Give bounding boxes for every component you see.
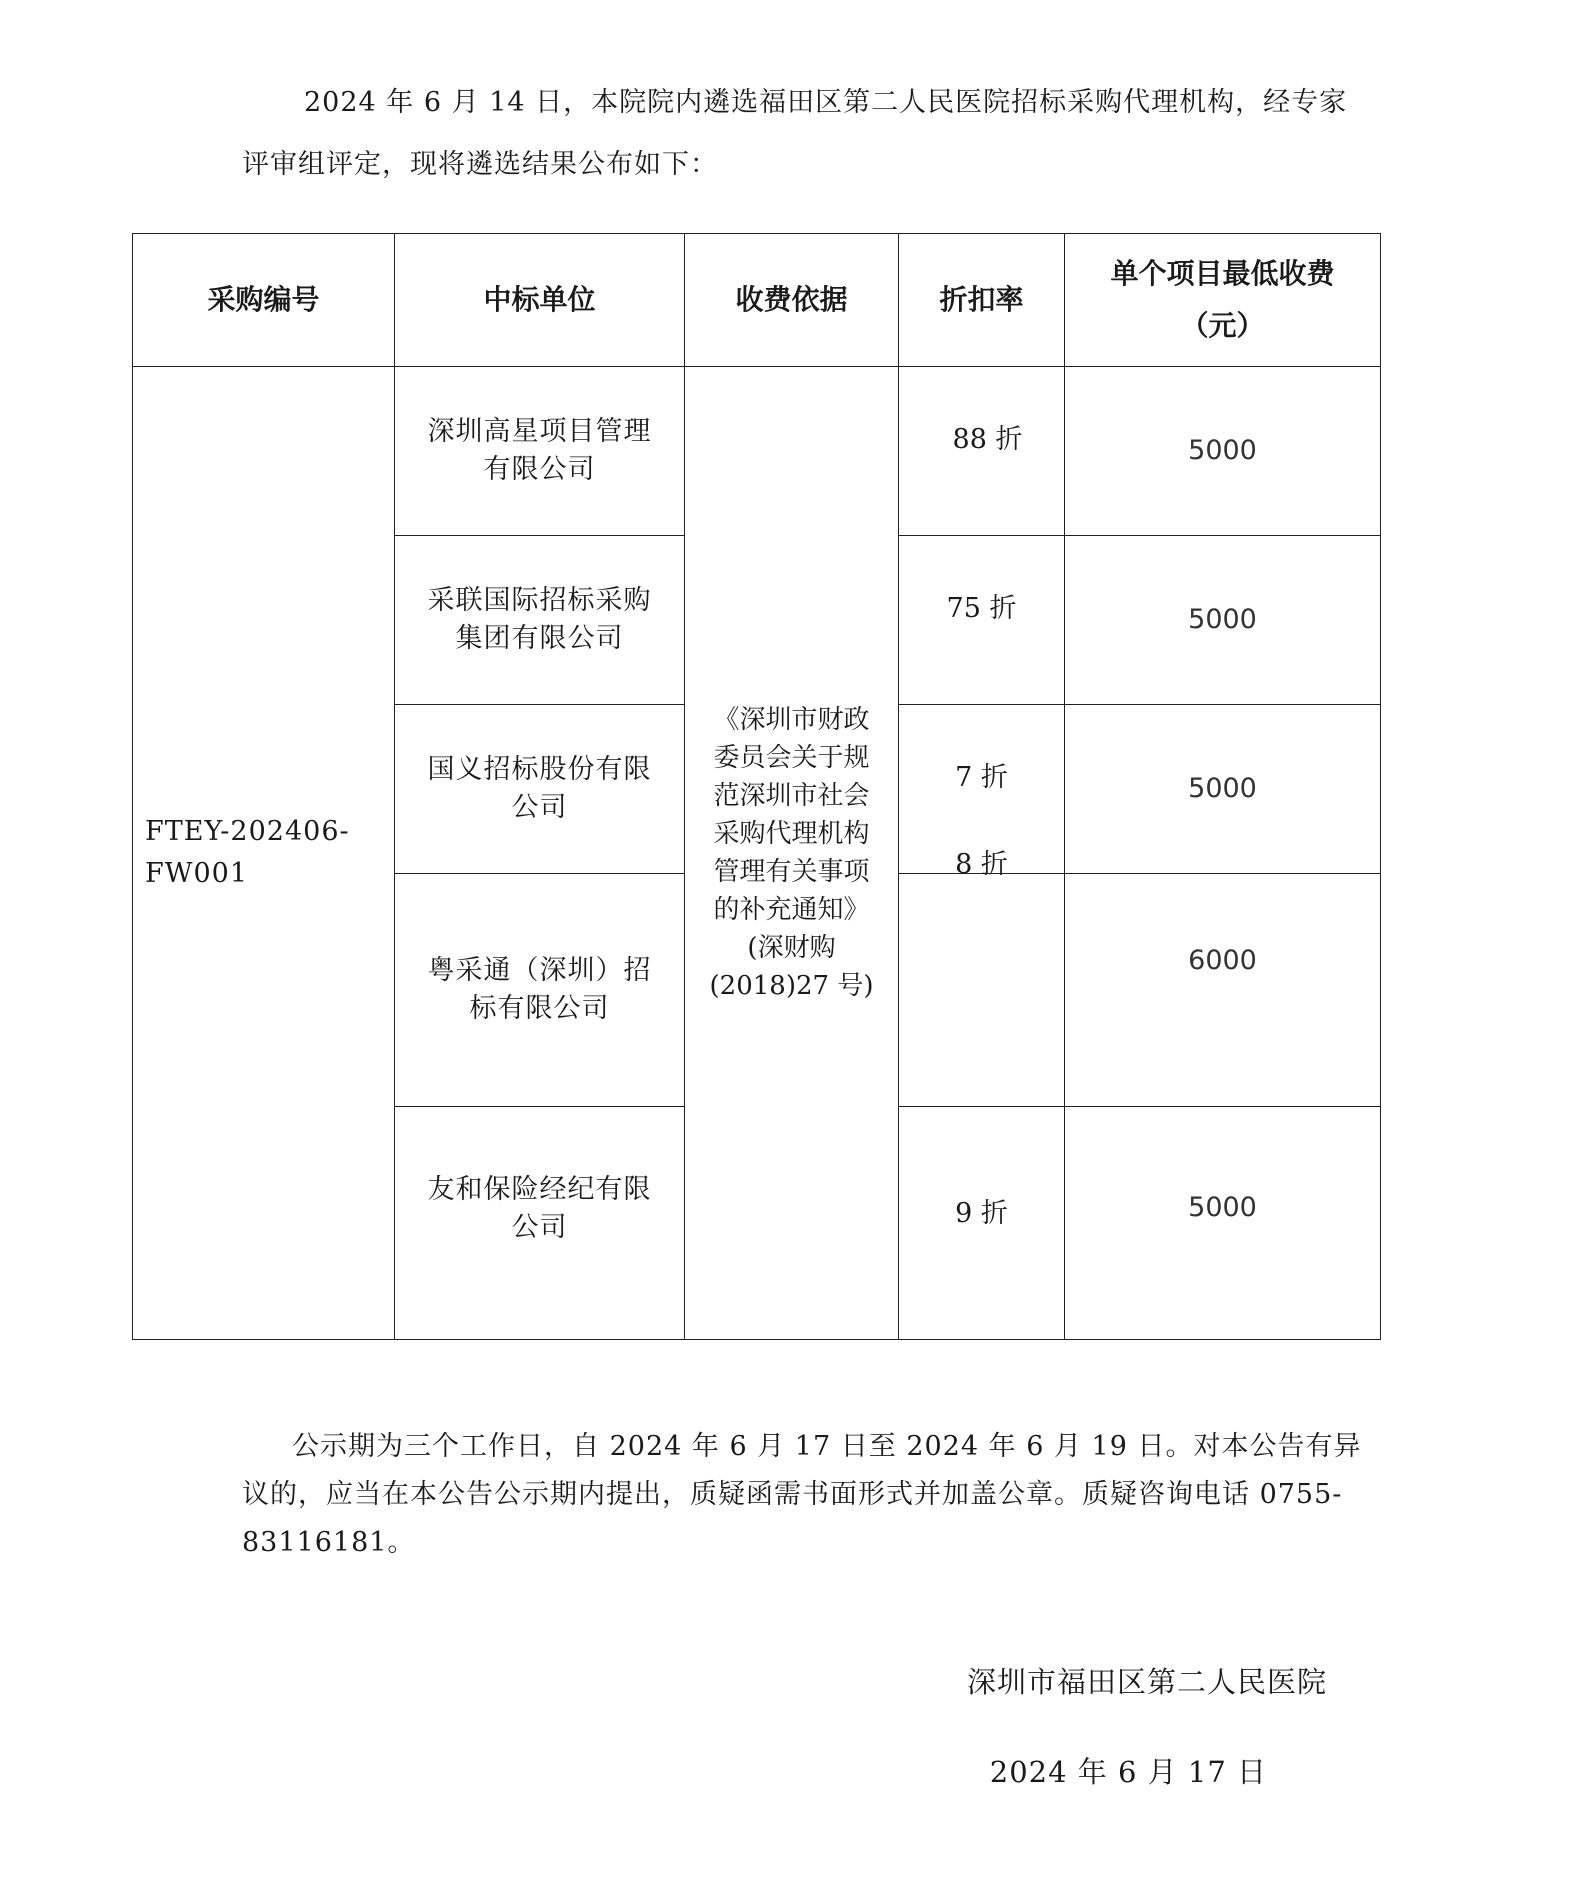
notice-paragraph: 公示期为三个工作日，自 2024 年 6 月 17 日至 2024 年 6 月 19 日。对本公告有异议的，应当在本公告公示期内提出，质疑函需书面形式并加盖公章。质疑咨询电话 0755-83116181。 <box>242 1431 1362 1558</box>
header-fee-line1: 单个项目最低收费 <box>1110 257 1335 290</box>
fee-cell: 5000 <box>1065 367 1381 536</box>
header-fee-line2: （元） <box>1180 309 1265 342</box>
discount-cell <box>899 536 1065 705</box>
header-winner: 中标单位 <box>395 234 685 367</box>
discount-value: 88 折 <box>952 424 1023 455</box>
discount-cell <box>899 1107 1065 1340</box>
header-discount: 折扣率 <box>899 234 1065 367</box>
fee-value: 5000 <box>1188 1192 1257 1223</box>
winner-cell: 粤采通（深圳）招标有限公司 <box>395 874 685 1107</box>
fee-cell <box>1065 874 1381 1107</box>
selection-result-table <box>132 233 1381 1340</box>
table-header-row <box>133 234 1381 367</box>
discount-cell <box>899 849 1065 1107</box>
intro-paragraph: 2024 年 6 月 14 日，本院院内遴选福田区第二人民医院招标采购代理机构，经专家评审组评定，现将遴选结果公布如下： <box>242 87 1348 180</box>
signature-organization: 深圳市福田区第二人民医院 <box>966 1665 1327 1699</box>
discount-value: 75 折 <box>946 593 1017 624</box>
signature-date: 2024 年 6 月 17 日 <box>989 1755 1267 1789</box>
header-code: 采购编号 <box>133 234 395 367</box>
winner-cell: 深圳高星项目管理有限公司 <box>395 367 685 536</box>
fee-cell: 5000 <box>1065 705 1381 874</box>
discount-value: 8 折 <box>955 849 1008 880</box>
discount-value: 7 折 <box>955 762 1008 793</box>
table-row <box>133 367 1381 536</box>
header-fee <box>1065 234 1381 367</box>
procurement-code: FTEY-202406-FW001 <box>133 367 395 1340</box>
fee-cell: 5000 <box>1065 536 1381 705</box>
fee-basis: 《深圳市财政委员会关于规范深圳市社会采购代理机构管理有关事项的补充通知》(深财购(2018)27 号) <box>685 367 899 1340</box>
fee-value: 6000 <box>1188 945 1257 976</box>
winner-cell <box>395 1107 685 1340</box>
discount-value: 9 折 <box>955 1198 1008 1229</box>
discount-cell <box>899 367 1065 536</box>
winner-cell: 采联国际招标采购集团有限公司 <box>395 536 685 705</box>
winner-cell: 国义招标股份有限公司 <box>395 705 685 874</box>
header-basis: 收费依据 <box>685 234 899 367</box>
winner-value: 友和保险经纪有限公司 <box>427 1174 652 1243</box>
fee-cell <box>1065 1107 1381 1340</box>
